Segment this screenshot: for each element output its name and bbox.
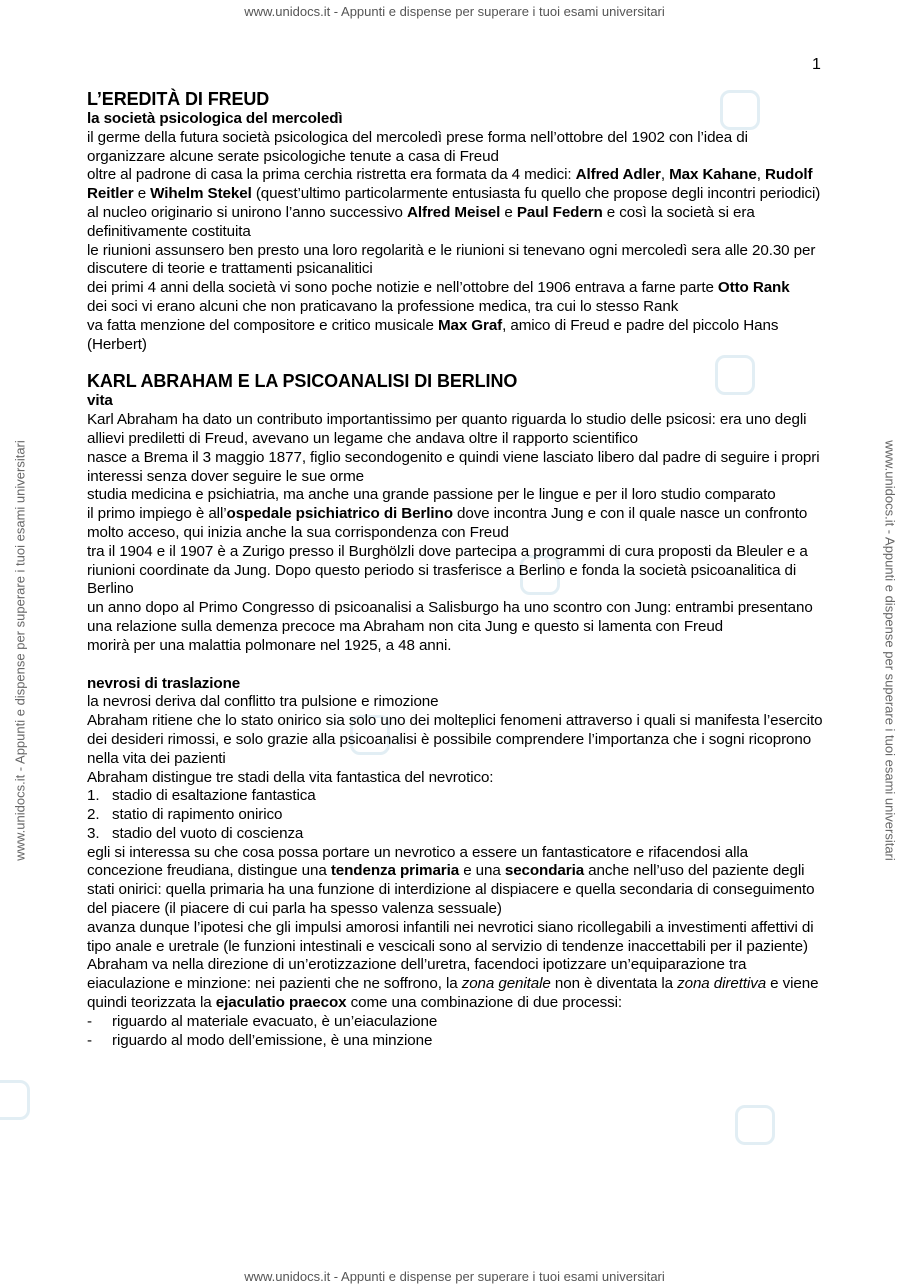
stages-list xyxy=(87,787,827,843)
list-item xyxy=(87,1013,827,1032)
dash-bullet: - xyxy=(87,1012,92,1030)
section-paragraphs xyxy=(87,844,827,1013)
process-list xyxy=(87,1013,827,1051)
paragraph: nasce a Brema il 3 maggio 1877, figlio secondogenito e quindi viene lasciato libero dal padre di seguire i propri interessi senza dover seguire le sue orme xyxy=(87,448,820,485)
paragraph: il germe della futura società psicologica del mercoledì prese forma nell’ottobre del 1902 con l’idea di organizzare alcune serate psicologiche tenute a casa di Freud xyxy=(87,128,748,165)
list-item-text: stadio del vuoto di coscienza xyxy=(112,824,304,842)
page-number: 1 xyxy=(812,56,821,73)
paragraph: avanza dunque l’ipotesi che gli impulsi amorosi infantili nei nevrotici siano ricollegabili a investimenti affettivi di tipo anale e uretrale (le funzioni intestinali e vescicali sono al servizio di tendenze inaccettabili per il paziente) xyxy=(87,918,814,955)
left-watermark: www.unidocs.it - Appunti e dispense per superare i tuoi esami universitari xyxy=(12,440,28,861)
paragraph: egli si interessa su che cosa possa portare un nevrotico a essere un fantasticatore e rifacendosi alla concezione freudiana, distingue una tendenza primaria e una secondaria anche nell’uso del paziente degli stati onirici: quella primaria ha una funzione di interdizione al dispiacere e quella secondaria di conseguimento del piacere (il piacere di cui parla ha spesso valenza sessuale) xyxy=(87,843,815,918)
paragraph: Abraham va nella direzione di un’erotizzazione dell’uretra, facendoci ipotizzare un’equiparazione tra eiaculazione e minzione: nei pazienti che ne soffrono, la zona genitale non è diventata la zona direttiva e viene quindi teorizzata la ejaculatio praecox come una combinazione di due processi: xyxy=(87,956,819,1012)
section-title: L’EREDITÀ DI FREUD xyxy=(87,89,270,109)
paragraph: tra il 1904 e il 1907 è a Zurigo presso il Burghölzli dove partecipa a programmi di cura proposti da Bleuler e a riunioni coordinate da Jung. Dopo questo periodo si trasferisce a Berlino e fonda la società psicoanalitica di Berlino xyxy=(87,542,808,598)
list-item-text: stadio di esaltazione fantastica xyxy=(112,787,316,805)
section-paragraphs xyxy=(87,693,827,787)
section-paragraphs xyxy=(87,411,827,655)
paragraph: dei soci vi erano alcuni che non praticavano la professione medica, tra cui lo stesso Rank xyxy=(87,297,679,315)
watermark-logo-icon xyxy=(0,1080,30,1120)
list-number: 1. xyxy=(87,787,100,805)
header-watermark: www.unidocs.it - Appunti e dispense per superare i tuoi esami universitari xyxy=(244,4,665,19)
paragraph: morirà per una malattia polmonare nel 1925, a 48 anni. xyxy=(87,636,452,654)
section-subtitle: vita xyxy=(87,392,113,410)
section-nevrosi-traslazione xyxy=(87,675,827,1051)
section-title: KARL ABRAHAM E LA PSICOANALISI DI BERLINO xyxy=(87,371,518,392)
list-item-text: riguardo al modo dell’emissione, è una minzione xyxy=(112,1031,433,1049)
paragraph: il primo impiego è all’ospedale psichiatrico di Berlino dove incontra Jung e con il quale nasce un confronto molto acceso, qui inizia anche la sua corrispondenza con Freud xyxy=(87,505,808,541)
list-item-text: statio di rapimento onirico xyxy=(112,806,283,824)
list-number: 3. xyxy=(87,824,100,842)
dash-bullet: - xyxy=(87,1031,92,1049)
list-item xyxy=(87,806,827,825)
paragraph: dei primi 4 anni della società vi sono poche notizie e nell’ottobre del 1906 entrava a farne parte Otto Rank xyxy=(87,279,790,297)
paragraph: Abraham ritiene che lo stato onirico sia solo uno dei molteplici fenomeni attraverso i quali si manifesta l’esercito dei desideri rimossi, e solo grazie alla psicoanalisi è possibile comprendere l’importanza che i sogni ricoprono nella vita dei pazienti xyxy=(87,712,823,767)
paragraph: Karl Abraham ha dato un contributo importantissimo per quanto riguarda lo studio delle psicosi: era uno degli allievi prediletti di Freud, avevano un legame che andava oltre il rapporto scientifico xyxy=(87,411,807,447)
paragraph: va fatta menzione del compositore e critico musicale Max Graf, amico di Freud e padre del piccolo Hans (Herbert) xyxy=(87,316,779,353)
watermark-logo-icon xyxy=(735,1105,775,1145)
section-paragraphs xyxy=(87,129,827,355)
footer-watermark: www.unidocs.it - Appunti e dispense per superare i tuoi esami universitari xyxy=(244,1269,665,1284)
section-subtitle: la società psicologica del mercoledì xyxy=(87,110,343,127)
section-subtitle: nevrosi di traslazione xyxy=(87,674,241,692)
paragraph: le riunioni assunsero ben presto una loro regolarità e le riunioni si tenevano ogni mercoledì sera alle 20.30 per discutere di teorie e trattamenti psicanalitici xyxy=(87,241,816,278)
list-item xyxy=(87,1032,827,1051)
list-number: 2. xyxy=(87,806,100,824)
paragraph: oltre al padrone di casa la prima cerchia ristretta era formata da 4 medici: Alfred Adler, Max Kahane, Rudolf Reitler e Wihelm Stekel (quest’ultimo particolarmente entusiasta fu quello che propose degli incontri periodici) xyxy=(87,166,821,203)
paragraph: un anno dopo al Primo Congresso di psicoanalisi a Salisburgo ha uno scontro con Jung: entrambi presentano una relazione sulla demenza precoce ma Abraham non cita Jung e questo si lamenta con Freud xyxy=(87,599,813,635)
list-item xyxy=(87,825,827,844)
paragraph: al nucleo originario si unirono l’anno successivo Alfred Meisel e Paul Federn e così la società si era definitivamente costituita xyxy=(87,203,755,240)
section-karl-abraham xyxy=(87,370,827,655)
paragraph: la nevrosi deriva dal conflitto tra pulsione e rimozione xyxy=(87,693,439,711)
list-item xyxy=(87,787,827,806)
section-eredita-freud xyxy=(87,88,827,354)
list-item-text: riguardo al materiale evacuato, è un’eiaculazione xyxy=(112,1012,438,1030)
paragraph: studia medicina e psichiatria, ma anche una grande passione per le lingue e per il loro studio comparato xyxy=(87,486,776,504)
paragraph: Abraham distingue tre stadi della vita fantastica del nevrotico: xyxy=(87,768,494,786)
document-body xyxy=(87,88,827,1050)
right-watermark: www.unidocs.it - Appunti e dispense per superare i tuoi esami universitari xyxy=(882,440,898,861)
